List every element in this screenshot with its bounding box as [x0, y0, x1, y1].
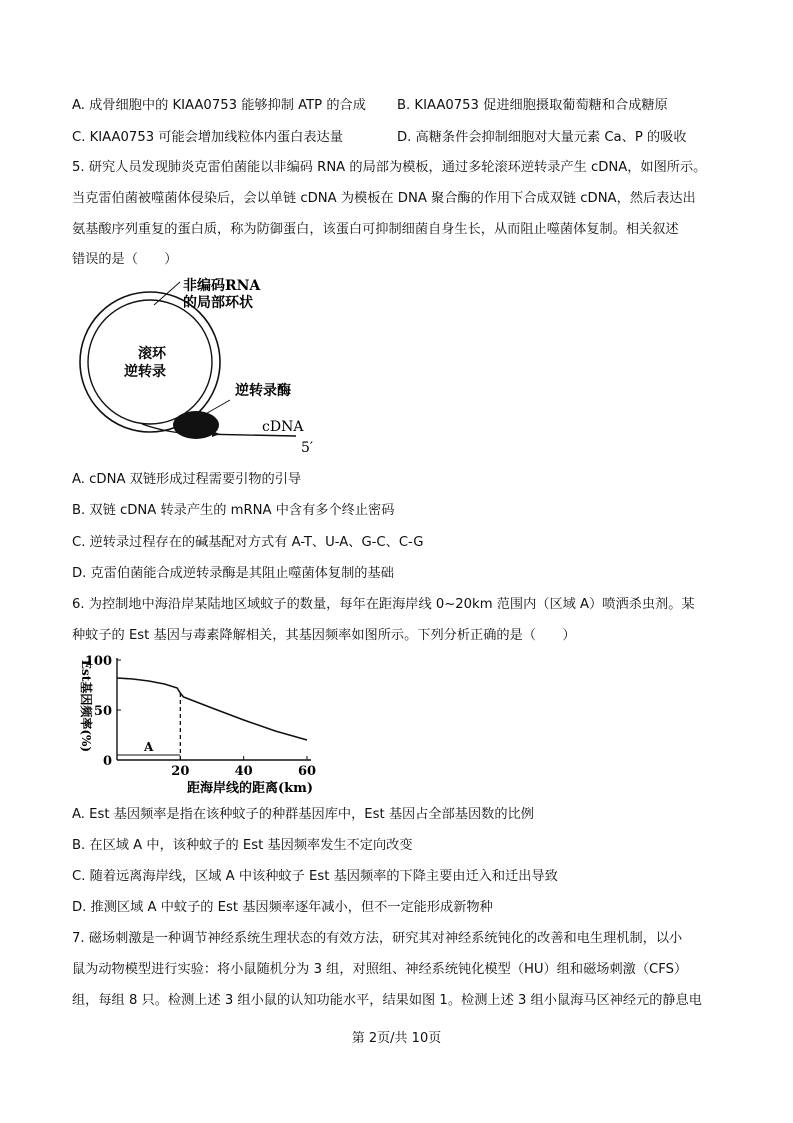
q5-option-d: D. 克雷伯菌能合成逆转录酶是其阻止噬菌体复制的基础 — [72, 566, 394, 581]
q5-option-a: A. cDNA 双链形成过程需要引物的引导 — [72, 472, 302, 487]
q6-stem-line-2: 种蚊子的 Est 基因与毒素降解相关，其基因频率如图所示。下列分析正确的是（ ） — [72, 628, 576, 643]
y-tick-label: 50 — [93, 704, 112, 719]
q4-option-b: B. KIAA0753 促进细胞摄取葡萄糖和合成糖原 — [397, 98, 668, 113]
inner-cdna-arc — [88, 300, 212, 424]
rolling-label-line-2: 逆转录 — [124, 364, 166, 380]
x-tick-label: 20 — [171, 764, 190, 779]
q6-option-d: D. 推测区域 A 中蚊子的 Est 基因频率逐年减小，但不一定能形成新物种 — [72, 900, 493, 915]
y-axis-label: Est基因频率(%) — [79, 659, 93, 753]
q4-option-a: A. 成骨细胞中的 KIAA0753 能够抑制 ATP 的合成 — [72, 98, 366, 113]
enzyme-label: 逆转录酶 — [235, 383, 291, 399]
x-axis-label: 距海岸线的距离(km) — [186, 781, 314, 796]
x-tick-label: 40 — [234, 764, 253, 779]
q7-stem-line-1: 7. 磁场刺激是一种调节神经系统生理状态的有效方法，研究其对神经系统钝化的改善和电生理机制，以小 — [72, 931, 683, 946]
q6-option-b: B. 在区域 A 中，该种蚊子的 Est 基因频率发生不定向改变 — [72, 838, 413, 853]
five-prime-label: 5′ — [301, 440, 314, 456]
q4-option-d: D. 高糖条件会抑制细胞对大量元素 Ca、P 的吸收 — [397, 130, 687, 145]
q7-stem-line-3: 组，每组 8 只。检测上述 3 组小鼠的认知功能水平，结果如图 1。检测上述 3 组小鼠海马区神经元的静息电 — [72, 993, 702, 1008]
q4-option-c: C. KIAA0753 可能会增加线粒体内蛋白表达量 — [72, 130, 343, 145]
q6-option-c: C. 随着远离海岸线，区域 A 中该种蚊子 Est 基因频率的下降主要由迁入和迁出导致 — [72, 869, 558, 884]
region-a-label: A — [144, 740, 154, 754]
rolling-label-line-1: 滚环 — [138, 346, 166, 362]
q5-stem-line-4: 错误的是（ ） — [72, 252, 178, 267]
q6-stem-line-1: 6. 为控制地中海沿岸某陆地区域蚊子的数量，每年在距海岸线 0~20km 范围内（区域 A）喷洒杀虫剂。某 — [72, 597, 695, 612]
q5-stem-line-1: 5. 研究人员发现肺炎克雷伯菌能以非编码 RNA 的局部为模板，通过多轮滚环逆转录产生 cDNA，如图所示。 — [72, 160, 707, 175]
q6-option-a: A. Est 基因频率是指在该种蚊子的种群基因库中，Est 基因占全部基因数的比例 — [72, 807, 534, 822]
q5-option-b: B. 双链 cDNA 转录产生的 mRNA 中含有多个终止密码 — [72, 503, 395, 518]
rna-label-line-2: 的局部环状 — [183, 295, 253, 311]
x-tick-label: 60 — [297, 764, 317, 779]
rna-label-pointer — [154, 282, 180, 305]
q5-stem-line-3: 氨基酸序列重复的蛋白质，称为防御蛋白，该蛋白可抑制细菌自身生长，从而阻止噬菌体复制。相关叙述 — [72, 222, 679, 237]
y-tick-label: 100 — [84, 654, 112, 669]
page-number-footer: 第 2页/共 10页 — [351, 1031, 442, 1046]
est-frequency-line — [117, 678, 307, 740]
outer-rna-circle — [80, 292, 220, 432]
cdna-label: cDNA — [262, 419, 304, 435]
q7-stem-line-2: 鼠为动物模型进行实验：将小鼠随机分为 3 组，对照组、神经系统钝化模型（HU）组和磁场刺激（CFS） — [72, 962, 688, 977]
q5-stem-line-2: 当克雷伯菌被噬菌体侵染后，会以单链 cDNA 为模板在 DNA 聚合酶的作用下合成双链 cDNA，然后表达出 — [72, 191, 696, 206]
y-tick-label: 0 — [102, 754, 112, 769]
q5-rolling-circle-figure — [70, 276, 330, 466]
est-gene-frequency-chart — [72, 652, 332, 798]
rna-label-line-1: 非编码RNA — [183, 278, 261, 294]
q5-option-c: C. 逆转录过程存在的碱基配对方式有 A-T、U-A、G-C、C-G — [72, 535, 424, 550]
